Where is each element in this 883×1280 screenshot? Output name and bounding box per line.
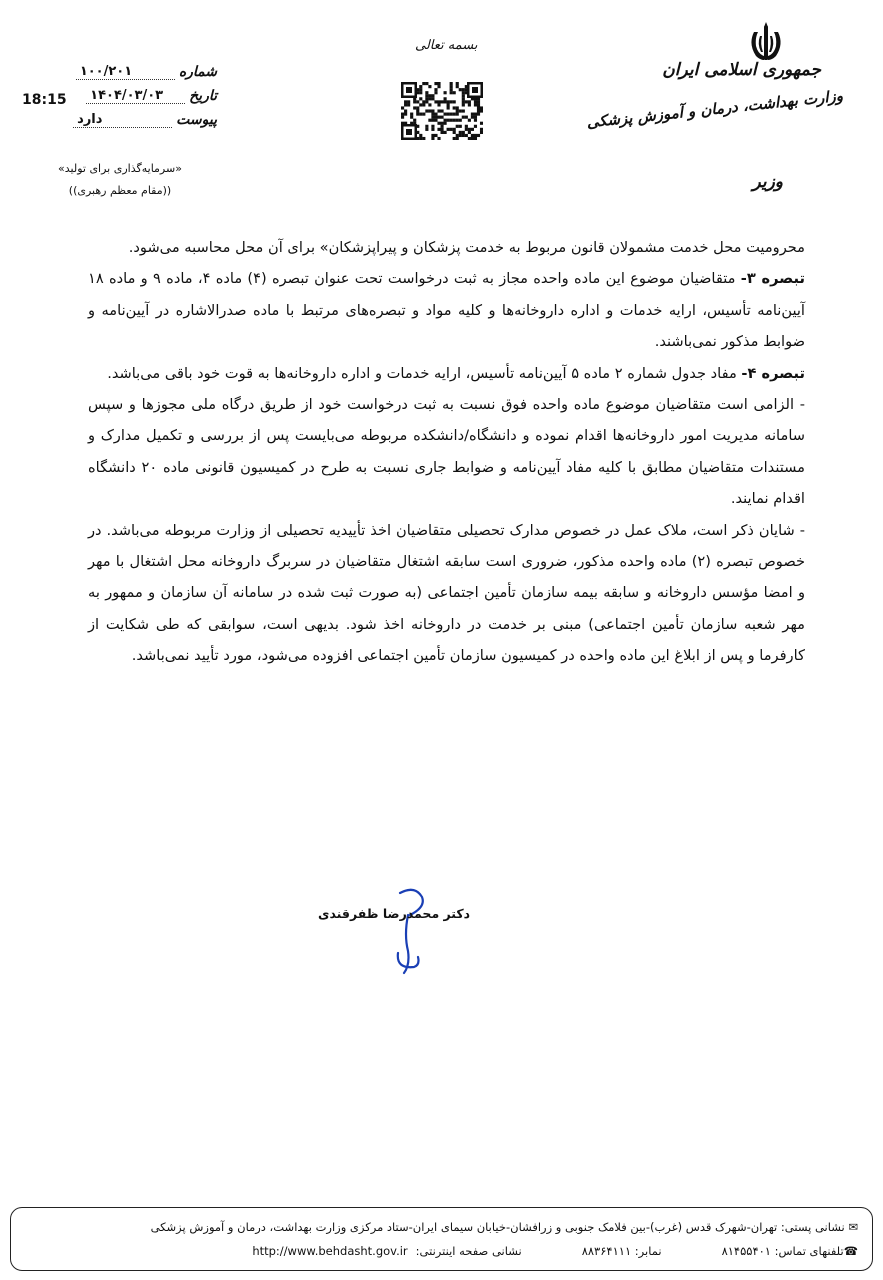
footer-contact-line (252, 1244, 858, 1258)
note-3-title: تبصره ۳- (740, 270, 805, 288)
letter-time: 18:15 (22, 92, 67, 108)
letter-date (86, 88, 217, 104)
phone-numbers: تلفنهای تماس: ۸۱۴۵۵۴۰۱ (721, 1244, 844, 1258)
paragraph-2 (88, 263, 805, 357)
website-link[interactable]: http://www.behdasht.gov.ir (252, 1244, 408, 1258)
mail-icon: ✉ (848, 1220, 858, 1234)
footer-box (10, 1207, 873, 1271)
paragraph-1: محرومیت محل خدمت مشمولان قانون مربوط به خدمت پزشکان و پیراپزشکان» برای آن محل محاسبه می‌شود. (128, 239, 805, 256)
slogan-source: ((مقام معظم رهبری)) (68, 184, 172, 197)
note-3-text: متقاضیان موضوع این ماده واحده مجاز به ثبت درخواست تحت عنوان تبصره (۴) ماده ۴، ماده ۹ و ماده ۱۸ آیین‌نامه تأسیس، ارایه خدمات و اداره داروخانه‌ها و کلیه مواد و تبصره‌های مرتبط با ماده صدرالاشاره در آیین‌نامه و ضوابط مذکور نمی‌باشند. (88, 270, 805, 351)
number-value: ۱۰۰/۲۰۱ (76, 64, 175, 80)
number-label: شماره (178, 64, 217, 80)
handwritten-signature (370, 885, 440, 975)
qr-code (401, 82, 483, 140)
fax-number: نمابر: ۸۸۳۶۴۱۱۱ (581, 1244, 662, 1258)
basmala: بسمه تعالی (415, 38, 478, 53)
website-label: نشانی صفحه اینترنتی: (415, 1244, 522, 1258)
minister-title: وزیر (752, 172, 783, 192)
attachment-value: دارد (73, 112, 172, 128)
phone-icon: ☎ (843, 1244, 858, 1258)
republic-title: جمهوری اسلامی ایران (662, 60, 821, 80)
slogan-block (50, 158, 190, 202)
date-label: تاریخ (189, 88, 217, 104)
paragraph-4: - الزامی است متقاضیان موضوع ماده واحده فوق نسبت به ثبت درخواست خود از طریق درگاه ملی مجوزها و سپس سامانه مدیریت امور داروخانه‌ها اقدام نموده و دانشگاه/دانشکده مربوطه می‌بایست پس از بررسی و تکمیل مدارک و مستندات متقاضیان مطابق با کلیه مفاد آیین‌نامه و ضوابط جاری نسبت به طرح در کمیسیون قانونی ماده ۲۰ دانشگاه اقدام نمایند. (88, 396, 805, 508)
date-value: ۱۴۰۴/۰۳/۰۳ (86, 88, 185, 104)
signatory-name: دکتر محمدرضا ظفرقندی (318, 906, 471, 921)
paragraph-3 (88, 358, 805, 389)
note-4-title: تبصره ۴- (741, 364, 805, 382)
postal-address: نشانی پستی: تهران-شهرک قدس (غرب)-بین فلامک جنوبی و زرافشان-خیابان سیمای ایران-ستاد مرکزی وزارت بهداشت، درمان و آموزش پزشکی (150, 1220, 845, 1234)
letter-number (76, 64, 217, 80)
note-4-text: مفاد جدول شماره ۲ ماده ۵ آیین‌نامه تأسیس، ارایه خدمات و اداره داروخانه‌ها به قوت خود باقی می‌باشد. (107, 364, 742, 382)
paragraph-5: - شایان ذکر است، ملاک عمل در خصوص مدارک تحصیلی متقاضیان اخذ تأییدیه تحصیلی از وزارت مربوطه می‌باشد. در خصوص تبصره (۲) ماده واحده مذکور، ضروری است سابقه اشتغال متقاضیان در سربرگ داروخانه محل اشتغال با مهر و امضا مؤسس داروخانه و سابقه بیمه سازمان تأمین اجتماعی (به صورت ثبت شده در سامانه آن سازمان و ممهور به مهر شعبه سازمان تأمین اجتماعی) مبنی بر خدمت در داروخانه اخذ شود. بدیهی است، سوابقی که طی شکایت از کارفرما و پس از ابلاغ این ماده واحده در کمیسیون سازمان تأمین اجتماعی افزوده می‌شود، مورد تأیید نمی‌باشد. (88, 521, 805, 665)
footer-address-line (151, 1220, 858, 1234)
letter-body (88, 232, 805, 672)
ministry-title: وزارت بهداشت، درمان و آموزش پزشکی (585, 86, 844, 132)
slogan: «سرمایه‌گذاری برای تولید» (58, 162, 182, 175)
attachment-label: پیوست (176, 112, 217, 128)
letter-attachment (73, 112, 217, 128)
